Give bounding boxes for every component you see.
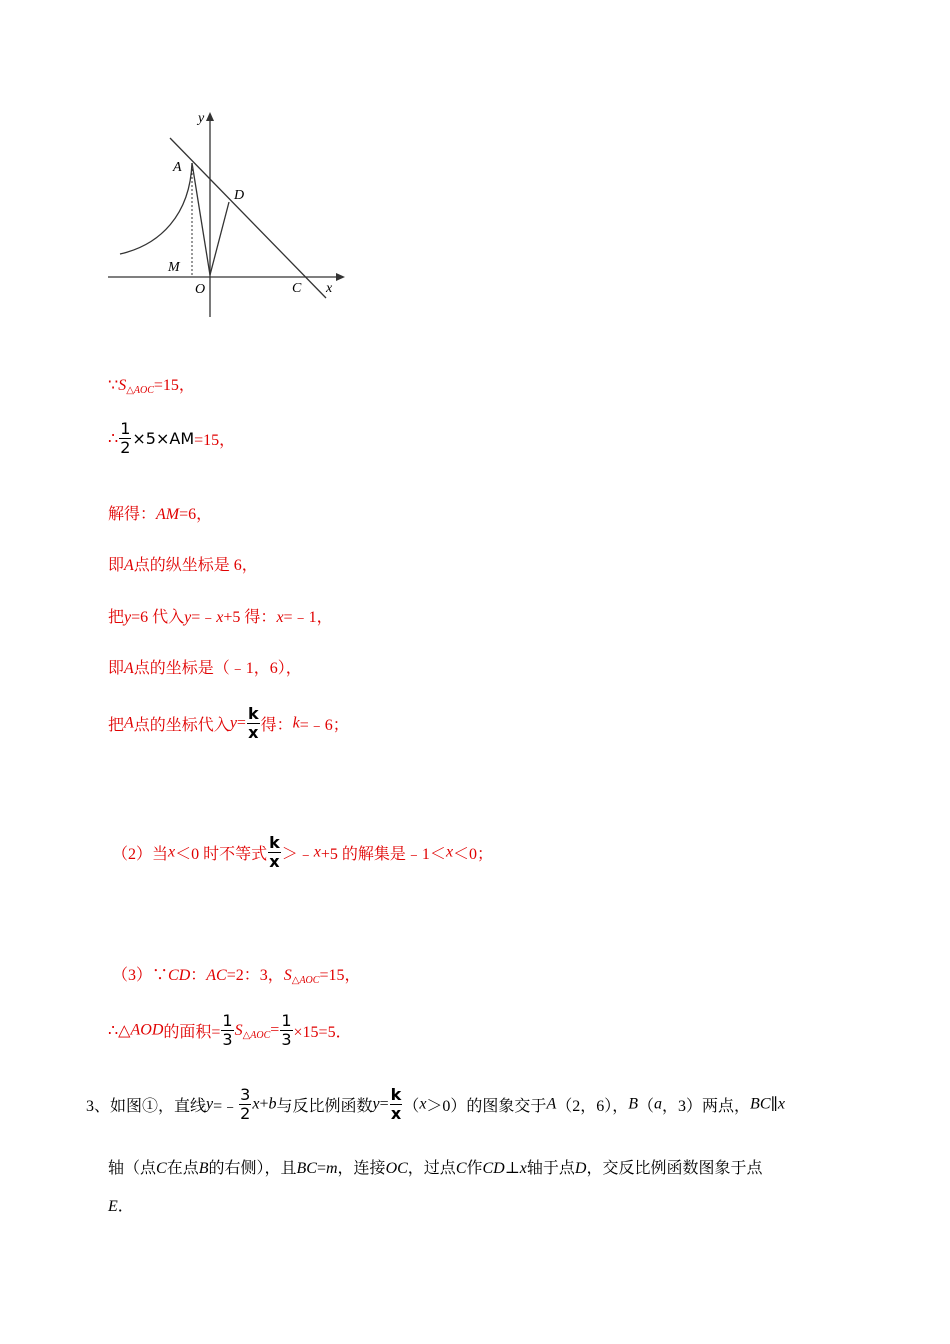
text: =15， xyxy=(319,967,361,984)
var: y xyxy=(184,609,192,626)
var: AC xyxy=(206,967,227,984)
var: x xyxy=(519,1160,527,1177)
text: =﹣1， xyxy=(283,609,333,626)
var: x xyxy=(252,1095,260,1113)
var: B xyxy=(628,1095,639,1113)
var: BC xyxy=(296,1160,317,1177)
text: 把 xyxy=(108,609,125,626)
text: ． xyxy=(117,1198,134,1215)
label-x: x xyxy=(326,281,333,296)
text: =﹣6； xyxy=(299,717,349,734)
var: A xyxy=(124,660,134,677)
text: ，过点 xyxy=(407,1160,456,1177)
var: AM xyxy=(156,506,180,523)
text: ＜0 时不等式 xyxy=(175,846,268,863)
text: ⊥ xyxy=(504,1160,520,1177)
numerator: k xyxy=(390,1085,402,1104)
solution-part-2 xyxy=(112,834,493,871)
solution-line-1 xyxy=(108,372,195,395)
var: x xyxy=(216,609,224,626)
text: = xyxy=(236,714,246,732)
fraction-k-over-x xyxy=(390,1086,403,1123)
x-axis-arrow xyxy=(336,273,345,281)
problem-number: 3、 xyxy=(86,1098,111,1115)
text: = xyxy=(270,1021,280,1039)
product-text: ×5×AM xyxy=(132,429,195,448)
text: 轴于点 xyxy=(526,1160,575,1177)
denominator: x xyxy=(390,1104,402,1123)
text: ，3）两点， xyxy=(662,1098,751,1115)
area-subscript: △AOC xyxy=(242,1029,271,1041)
area-subscript: △AOC xyxy=(126,385,154,396)
label-M: M xyxy=(168,260,180,275)
text: 把 xyxy=(108,717,125,734)
fraction-three-halves xyxy=(239,1086,251,1123)
label-A: A xyxy=(173,160,182,175)
var: b xyxy=(268,1095,277,1113)
segment-OD xyxy=(210,202,229,275)
text: 如图①，直线 xyxy=(110,1098,207,1115)
var: E xyxy=(108,1198,118,1215)
text: +5 得： xyxy=(223,609,277,626)
var: CD xyxy=(482,1160,505,1177)
y-axis-arrow xyxy=(206,112,214,121)
var: CD xyxy=(168,967,191,984)
text: 轴（点 xyxy=(108,1160,157,1177)
var: B xyxy=(198,1160,209,1177)
var: x xyxy=(419,1095,427,1113)
text: ∥ xyxy=(770,1096,778,1114)
var: A xyxy=(546,1095,557,1113)
line-AC xyxy=(170,138,326,298)
solution-part-3-result xyxy=(108,1012,352,1049)
text: （ xyxy=(403,1098,420,1115)
text: +5 的解集是﹣1＜ xyxy=(320,846,446,863)
text: 与反比例函数 xyxy=(276,1098,373,1115)
text: ，交反比例函数图象于点 xyxy=(586,1160,763,1177)
text: + xyxy=(259,1095,269,1113)
area-symbol: S xyxy=(118,377,127,394)
fraction-half xyxy=(119,420,131,457)
numerator: 1 xyxy=(222,1011,233,1030)
var: y xyxy=(124,609,132,626)
text: 的右侧），且 xyxy=(208,1160,297,1177)
coordinate-figure xyxy=(100,105,360,325)
text: （ xyxy=(638,1098,655,1115)
numerator: 1 xyxy=(120,419,131,438)
numerator: 3 xyxy=(240,1085,251,1104)
fraction-third xyxy=(221,1012,233,1049)
text: ＞﹣ xyxy=(281,846,314,863)
text: = xyxy=(316,1160,326,1177)
text: = xyxy=(379,1095,389,1113)
var: x xyxy=(168,843,176,861)
solution-part-3 xyxy=(112,962,360,985)
var: OC xyxy=(385,1160,408,1177)
var: A xyxy=(124,714,134,732)
because-symbol: ∵ xyxy=(108,377,119,394)
area-symbol: S xyxy=(234,1021,243,1039)
text: =15， xyxy=(153,377,195,394)
denominator: x xyxy=(248,723,259,742)
var: D xyxy=(574,1160,587,1177)
text: （3）∵ xyxy=(112,967,169,984)
therefore-symbol: ∴ xyxy=(108,430,119,448)
problem-3-line-2 xyxy=(108,1155,762,1178)
numerator: k xyxy=(269,833,280,852)
var: AOD xyxy=(130,1021,164,1039)
label-D: D xyxy=(234,188,245,203)
denominator: 3 xyxy=(222,1030,233,1049)
text: =15， xyxy=(194,432,236,449)
text: ＜0； xyxy=(453,846,494,863)
text: =﹣ xyxy=(191,609,217,626)
text: ： xyxy=(190,967,207,984)
label-O: O xyxy=(195,282,206,297)
text: ，连接 xyxy=(337,1160,386,1177)
var: C xyxy=(156,1160,167,1177)
text: （2）当 xyxy=(112,846,169,863)
text: ＞0）的图象交于 xyxy=(426,1098,547,1115)
problem-3-line-1 xyxy=(86,1086,785,1123)
var: k xyxy=(292,714,300,732)
text: 的面积= xyxy=(163,1024,221,1041)
text: =6， xyxy=(179,506,213,523)
text: ∴△ xyxy=(108,1022,131,1040)
fraction-k-over-x xyxy=(247,705,260,742)
denominator: x xyxy=(269,852,280,871)
var: BC xyxy=(750,1095,771,1113)
solution-line-5 xyxy=(108,604,333,627)
text: =6 代入 xyxy=(131,609,185,626)
solution-line-2 xyxy=(108,420,235,457)
fraction-k-over-x xyxy=(268,834,281,871)
text: 在点 xyxy=(166,1160,199,1177)
var: m xyxy=(325,1160,338,1177)
var: y xyxy=(229,714,237,732)
area-subscript: △AOC xyxy=(291,975,320,986)
text: 点的坐标是（﹣1，6）， xyxy=(133,660,302,677)
label-C: C xyxy=(292,281,302,296)
segment-OA xyxy=(192,163,210,275)
var: C xyxy=(455,1160,467,1177)
var: a xyxy=(654,1095,663,1113)
text: =2：3， xyxy=(226,967,284,984)
label-y: y xyxy=(198,111,205,126)
area-symbol: S xyxy=(283,967,292,984)
denominator: 2 xyxy=(240,1104,251,1123)
var: x xyxy=(276,609,284,626)
text: 点的坐标代入 xyxy=(133,717,230,734)
var: A xyxy=(124,557,134,574)
denominator: 3 xyxy=(281,1030,292,1049)
var: x xyxy=(313,843,321,861)
solution-line-6 xyxy=(108,655,302,678)
fraction-third xyxy=(280,1012,292,1049)
text: 点的纵坐标是 6， xyxy=(133,557,258,574)
solution-line-3 xyxy=(108,501,212,524)
hyperbola-curve xyxy=(120,163,192,254)
var: y xyxy=(372,1095,380,1113)
text: =﹣ xyxy=(213,1098,239,1115)
denominator: 2 xyxy=(120,438,131,457)
solution-line-4 xyxy=(108,552,258,575)
numerator: 1 xyxy=(281,1011,292,1030)
solution-line-7 xyxy=(108,705,349,742)
text: 得： xyxy=(260,717,293,734)
text: 即 xyxy=(108,557,125,574)
problem-3-line-3 xyxy=(108,1193,134,1216)
text: 解得： xyxy=(108,506,157,523)
var: x xyxy=(445,843,454,861)
var: y xyxy=(206,1095,214,1113)
numerator: k xyxy=(247,704,259,723)
var: x xyxy=(777,1095,785,1113)
text: ×15=5． xyxy=(293,1024,352,1041)
text: 即 xyxy=(108,660,125,677)
text: 作 xyxy=(466,1160,483,1177)
text: （2，6）， xyxy=(556,1098,629,1115)
